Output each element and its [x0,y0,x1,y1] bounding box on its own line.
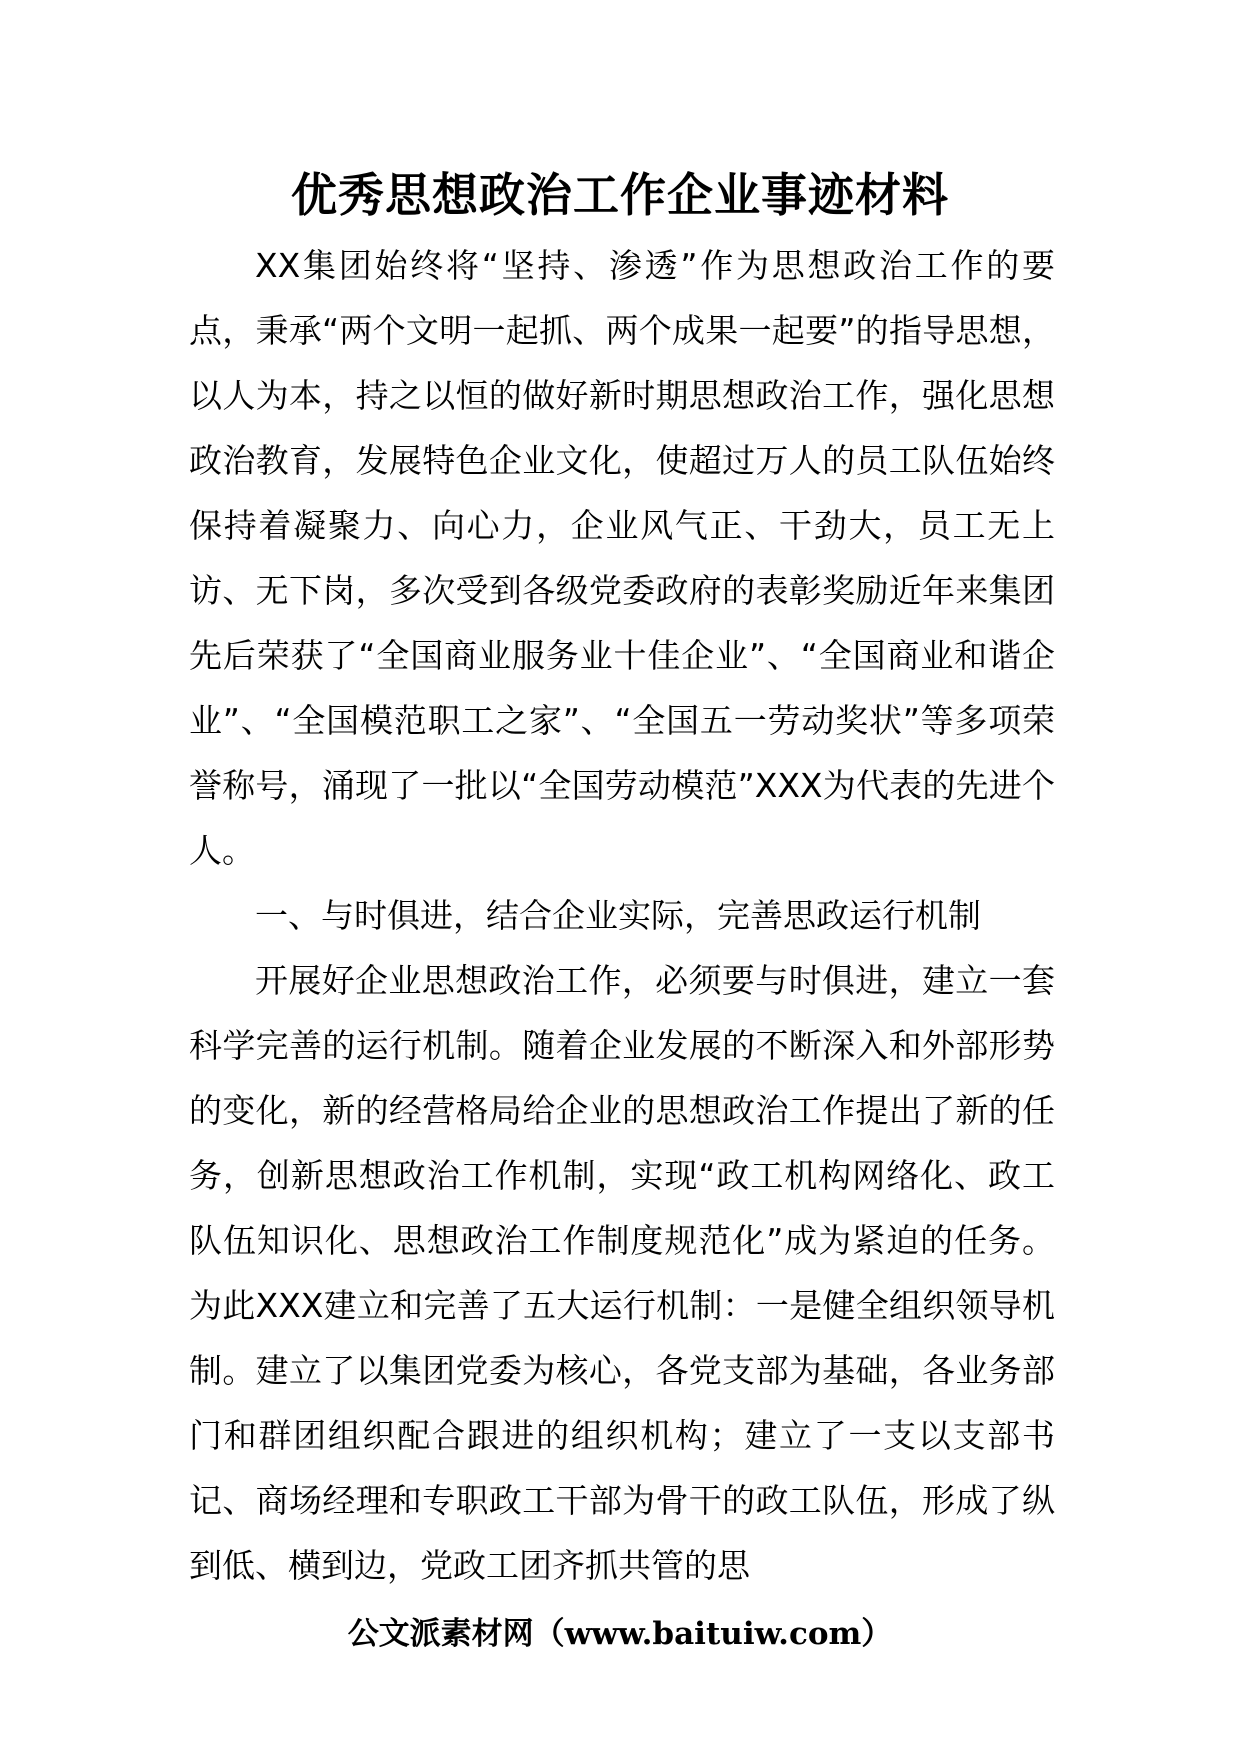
section-heading-1: 一、与时俱进，结合企业实际，完善思政运行机制 [255,896,981,935]
document-body [189,233,1055,1598]
paragraph-section-1: 开展好企业思想政治工作，必须要与时俱进，建立一套科学完善的运行机制。随着企业发展的不断深入和外部形势的变化，新的经营格局给企业的思想政治工作提出了新的任务，创新思想政治工作机制，实现“政工机构网络化、政工队伍知识化、思想政治工作制度规范化”成为紧迫的任务。为此XXX建立和完善了五大运行机制：一是健全组织领导机制。建立了以集团党委为核心，各党支部为基础，各业务部门和群团组织配合跟进的组织机构；建立了一支以支部书记、商场经理和专职政工干部为骨干的政工队伍，形成了纵到低、横到边，党政工团齐抓共管的思 [189,961,1055,1585]
paragraph-intro: XX集团始终将“坚持、渗透”作为思想政治工作的要点，秉承“两个文明一起抓、两个成果一起要”的指导思想，以人为本，持之以恒的做好新时期思想政治工作，强化思想政治教育，发展特色企业文化，使超过万人的员工队伍始终保持着凝聚力、向心力，企业风气正、干劲大，员工无上访、无下岗，多次受到各级党委政府的表彰奖励近年来集团先后荣获了“全国商业服务业十佳企业”、“全国商业和谐企业”、“全国模范职工之家”、“全国五一劳动奖状”等多项荣誉称号，涌现了一批以“全国劳动模范”XXX为代表的先进个人。 [189,246,1055,870]
footer-watermark: 公文派素材网（www.baituiw.com） [347,1616,893,1652]
document-title: 优秀思想政治工作企业事迹材料 [291,168,949,222]
